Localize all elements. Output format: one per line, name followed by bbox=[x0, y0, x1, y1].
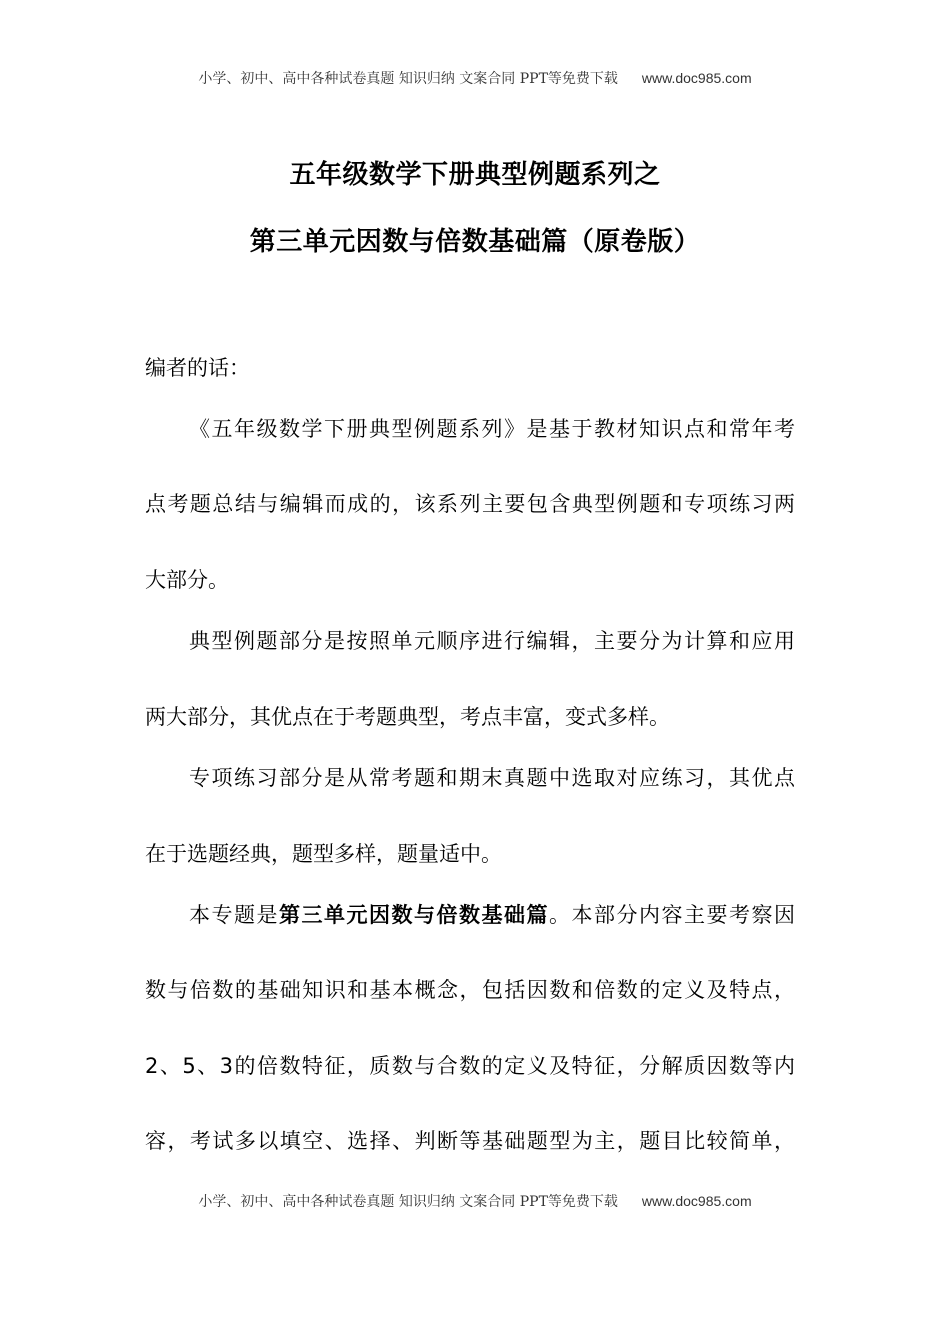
paragraph-4-line-4: 容，考试多以填空、选择、判断等基础题型为主，题目比较简单， bbox=[145, 1129, 795, 1153]
paragraph-4-intro: 本专题是 bbox=[189, 903, 279, 927]
topic-highlight: 第三单元因数与倍数基础篇 bbox=[279, 903, 549, 927]
page-header bbox=[0, 68, 950, 88]
paragraph-2-line-1: 典型例题部分是按照单元顺序进行编辑，主要分为计算和应用 bbox=[189, 629, 795, 653]
paragraph-3-line-2: 在于选题经典，题型多样，题量适中。 bbox=[145, 842, 502, 866]
document-title-line-1: 五年级数学下册典型例题系列之 bbox=[289, 160, 661, 190]
page-footer bbox=[0, 1191, 950, 1211]
paragraph-1-line-3: 大部分。 bbox=[145, 568, 229, 592]
paragraph-1-line-1: 《五年级数学下册典型例题系列》是基于教材知识点和常年考 bbox=[189, 417, 795, 441]
editor-note-label: 编者的话： bbox=[145, 356, 250, 380]
document-title-line-2: 第三单元因数与倍数基础篇（原卷版） bbox=[249, 227, 701, 257]
paragraph-4-line-1 bbox=[189, 899, 795, 929]
footer-url-link[interactable]: www.doc985.com bbox=[641, 1193, 752, 1209]
paragraph-4-continuation: 。本部分内容主要考察因 bbox=[549, 903, 795, 927]
paragraph-3-line-1: 专项练习部分是从常考题和期末真题中选取对应练习，其优点 bbox=[189, 766, 795, 790]
header-url-link[interactable]: www.doc985.com bbox=[641, 70, 752, 86]
footer-text: 小学、初中、高中各种试卷真题 知识归纳 文案合同 PPT等免费下载 bbox=[198, 1194, 618, 1210]
header-text: 小学、初中、高中各种试卷真题 知识归纳 文案合同 PPT等免费下载 bbox=[198, 71, 618, 87]
paragraph-2-line-2: 两大部分，其优点在于考题典型，考点丰富，变式多样。 bbox=[145, 705, 670, 729]
paragraph-1-line-2: 点考题总结与编辑而成的，该系列主要包含典型例题和专项练习两 bbox=[145, 492, 795, 516]
paragraph-4-line-3: 2、5、3的倍数特征，质数与合数的定义及特征，分解质因数等内 bbox=[145, 1054, 795, 1078]
paragraph-4-line-2: 数与倍数的基础知识和基本概念，包括因数和倍数的定义及特点， bbox=[145, 978, 795, 1002]
